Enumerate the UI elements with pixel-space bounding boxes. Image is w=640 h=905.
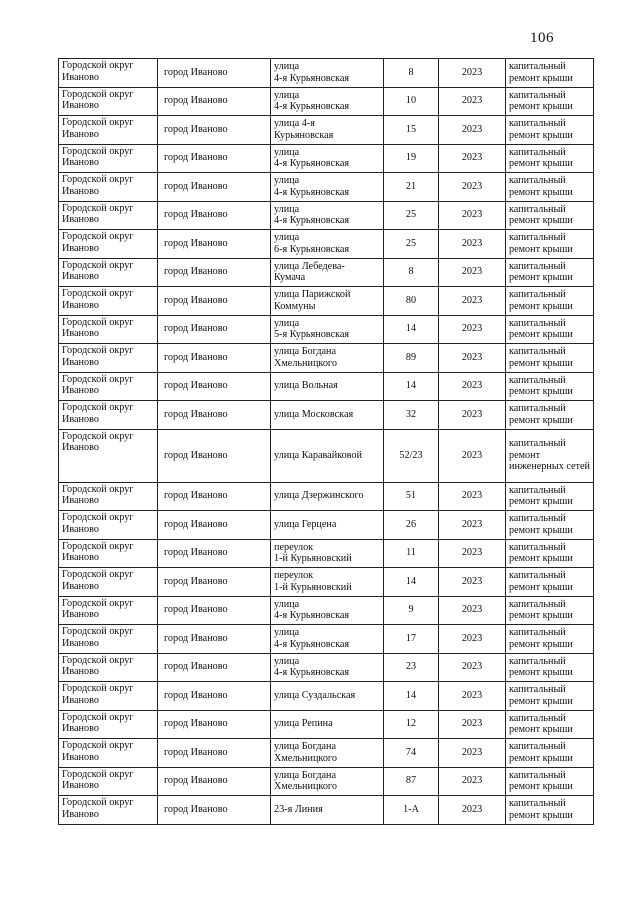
work-type-cell: капитальный ремонт крыши	[506, 653, 594, 682]
table-row	[59, 258, 594, 287]
district-cell: Городской округ Иваново	[59, 87, 158, 116]
house-number-cell: 15	[384, 116, 439, 145]
street-cell: улица 4-я Курьяновская	[271, 116, 384, 145]
house-number-cell: 9	[384, 596, 439, 625]
table-row	[59, 116, 594, 145]
street-cell: улица 4-я Курьяновская	[271, 625, 384, 654]
work-type-cell: капитальный ремонт инженерных сетей	[506, 429, 594, 482]
year-cell: 2023	[439, 315, 506, 344]
work-type-cell: капитальный ремонт крыши	[506, 568, 594, 597]
street-cell: улица 4-я Курьяновская	[271, 144, 384, 173]
table-row	[59, 287, 594, 316]
year-cell: 2023	[439, 287, 506, 316]
city-cell: город Иваново	[158, 539, 271, 568]
year-cell: 2023	[439, 87, 506, 116]
year-cell: 2023	[439, 201, 506, 230]
year-cell: 2023	[439, 344, 506, 373]
table-row	[59, 59, 594, 88]
work-type-cell: капитальный ремонт крыши	[506, 59, 594, 88]
table-row	[59, 144, 594, 173]
city-cell: город Иваново	[158, 511, 271, 540]
work-type-cell: капитальный ремонт крыши	[506, 201, 594, 230]
year-cell: 2023	[439, 767, 506, 796]
house-number-cell: 21	[384, 173, 439, 202]
year-cell: 2023	[439, 539, 506, 568]
work-type-cell: капитальный ремонт крыши	[506, 682, 594, 711]
city-cell: город Иваново	[158, 682, 271, 711]
year-cell: 2023	[439, 796, 506, 825]
registry-body	[59, 59, 594, 825]
district-cell: Городской округ Иваново	[59, 596, 158, 625]
district-cell: Городской округ Иваново	[59, 401, 158, 430]
district-cell: Городской округ Иваново	[59, 144, 158, 173]
street-cell: улица Московская	[271, 401, 384, 430]
street-cell: улица Герцена	[271, 511, 384, 540]
year-cell: 2023	[439, 625, 506, 654]
street-cell: улица Лебедева- Кумача	[271, 258, 384, 287]
district-cell: Городской округ Иваново	[59, 710, 158, 739]
district-cell: Городской округ Иваново	[59, 739, 158, 768]
city-cell: город Иваново	[158, 230, 271, 259]
house-number-cell: 14	[384, 372, 439, 401]
district-cell: Городской округ Иваново	[59, 796, 158, 825]
year-cell: 2023	[439, 710, 506, 739]
work-type-cell: капитальный ремонт крыши	[506, 796, 594, 825]
street-cell: улица Богдана Хмельницкого	[271, 739, 384, 768]
district-cell: Городской округ Иваново	[59, 315, 158, 344]
city-cell: город Иваново	[158, 625, 271, 654]
work-type-cell: капитальный ремонт крыши	[506, 511, 594, 540]
year-cell: 2023	[439, 653, 506, 682]
city-cell: город Иваново	[158, 59, 271, 88]
work-type-cell: капитальный ремонт крыши	[506, 372, 594, 401]
district-cell: Городской округ Иваново	[59, 230, 158, 259]
house-number-cell: 12	[384, 710, 439, 739]
district-cell: Городской округ Иваново	[59, 539, 158, 568]
street-cell: улица Суздальская	[271, 682, 384, 711]
work-type-cell: капитальный ремонт крыши	[506, 482, 594, 511]
street-cell: улица Каравайковой	[271, 429, 384, 482]
year-cell: 2023	[439, 173, 506, 202]
work-type-cell: капитальный ремонт крыши	[506, 258, 594, 287]
table-row	[59, 710, 594, 739]
table-row	[59, 87, 594, 116]
street-cell: улица 4-я Курьяновская	[271, 59, 384, 88]
street-cell: улица 6-я Курьяновская	[271, 230, 384, 259]
street-cell: улица 5-я Курьяновская	[271, 315, 384, 344]
city-cell: город Иваново	[158, 173, 271, 202]
city-cell: город Иваново	[158, 372, 271, 401]
street-cell: улица 4-я Курьяновская	[271, 173, 384, 202]
year-cell: 2023	[439, 482, 506, 511]
district-cell: Городской округ Иваново	[59, 258, 158, 287]
street-cell: улица 4-я Курьяновская	[271, 653, 384, 682]
city-cell: город Иваново	[158, 568, 271, 597]
page-number: 106	[530, 30, 554, 46]
house-number-cell: 32	[384, 401, 439, 430]
street-cell: улица Богдана Хмельницкого	[271, 767, 384, 796]
year-cell: 2023	[439, 372, 506, 401]
year-cell: 2023	[439, 682, 506, 711]
street-cell: переулок 1-й Курьяновский	[271, 568, 384, 597]
city-cell: город Иваново	[158, 739, 271, 768]
table-row	[59, 739, 594, 768]
city-cell: город Иваново	[158, 344, 271, 373]
district-cell: Городской округ Иваново	[59, 482, 158, 511]
city-cell: город Иваново	[158, 87, 271, 116]
house-number-cell: 52/23	[384, 429, 439, 482]
house-number-cell: 80	[384, 287, 439, 316]
house-number-cell: 25	[384, 230, 439, 259]
table-row	[59, 429, 594, 482]
work-type-cell: капитальный ремонт крыши	[506, 401, 594, 430]
house-number-cell: 19	[384, 144, 439, 173]
house-number-cell: 8	[384, 59, 439, 88]
street-cell: улица Репина	[271, 710, 384, 739]
house-number-cell: 25	[384, 201, 439, 230]
city-cell: город Иваново	[158, 653, 271, 682]
street-cell: 23-я Линия	[271, 796, 384, 825]
city-cell: город Иваново	[158, 482, 271, 511]
house-number-cell: 26	[384, 511, 439, 540]
table-row	[59, 539, 594, 568]
repair-registry-table	[58, 58, 594, 825]
table-row	[59, 201, 594, 230]
house-number-cell: 8	[384, 258, 439, 287]
year-cell: 2023	[439, 59, 506, 88]
work-type-cell: капитальный ремонт крыши	[506, 230, 594, 259]
district-cell: Городской округ Иваново	[59, 116, 158, 145]
year-cell: 2023	[439, 258, 506, 287]
table-row	[59, 568, 594, 597]
city-cell: город Иваново	[158, 596, 271, 625]
table-row	[59, 625, 594, 654]
district-cell: Городской округ Иваново	[59, 201, 158, 230]
district-cell: Городской округ Иваново	[59, 682, 158, 711]
city-cell: город Иваново	[158, 710, 271, 739]
house-number-cell: 89	[384, 344, 439, 373]
street-cell: улица Вольная	[271, 372, 384, 401]
district-cell: Городской округ Иваново	[59, 625, 158, 654]
city-cell: город Иваново	[158, 796, 271, 825]
year-cell: 2023	[439, 568, 506, 597]
district-cell: Городской округ Иваново	[59, 59, 158, 88]
house-number-cell: 23	[384, 653, 439, 682]
street-cell: улица 4-я Курьяновская	[271, 87, 384, 116]
year-cell: 2023	[439, 230, 506, 259]
city-cell: город Иваново	[158, 258, 271, 287]
street-cell: улица Богдана Хмельницкого	[271, 344, 384, 373]
street-cell: улица 4-я Курьяновская	[271, 201, 384, 230]
table-row	[59, 767, 594, 796]
work-type-cell: капитальный ремонт крыши	[506, 144, 594, 173]
year-cell: 2023	[439, 144, 506, 173]
city-cell: город Иваново	[158, 429, 271, 482]
district-cell: Городской округ Иваново	[59, 568, 158, 597]
district-cell: Городской округ Иваново	[59, 372, 158, 401]
street-cell: переулок 1-й Курьяновский	[271, 539, 384, 568]
house-number-cell: 14	[384, 315, 439, 344]
work-type-cell: капитальный ремонт крыши	[506, 710, 594, 739]
year-cell: 2023	[439, 429, 506, 482]
work-type-cell: капитальный ремонт крыши	[506, 87, 594, 116]
table-row	[59, 511, 594, 540]
year-cell: 2023	[439, 401, 506, 430]
table-row	[59, 230, 594, 259]
street-cell: улица Дзержинского	[271, 482, 384, 511]
city-cell: город Иваново	[158, 315, 271, 344]
table-row	[59, 344, 594, 373]
table-row	[59, 372, 594, 401]
year-cell: 2023	[439, 116, 506, 145]
house-number-cell: 14	[384, 682, 439, 711]
house-number-cell: 87	[384, 767, 439, 796]
table-row	[59, 315, 594, 344]
table-row	[59, 401, 594, 430]
city-cell: город Иваново	[158, 201, 271, 230]
district-cell: Городской округ Иваново	[59, 511, 158, 540]
work-type-cell: капитальный ремонт крыши	[506, 739, 594, 768]
year-cell: 2023	[439, 596, 506, 625]
house-number-cell: 14	[384, 568, 439, 597]
house-number-cell: 51	[384, 482, 439, 511]
table-row	[59, 596, 594, 625]
district-cell: Городской округ Иваново	[59, 287, 158, 316]
district-cell: Городской округ Иваново	[59, 653, 158, 682]
work-type-cell: капитальный ремонт крыши	[506, 287, 594, 316]
table-row	[59, 682, 594, 711]
street-cell: улица Парижской Коммуны	[271, 287, 384, 316]
work-type-cell: капитальный ремонт крыши	[506, 767, 594, 796]
table-row	[59, 796, 594, 825]
table-row	[59, 173, 594, 202]
work-type-cell: капитальный ремонт крыши	[506, 596, 594, 625]
district-cell: Городской округ Иваново	[59, 429, 158, 482]
house-number-cell: 11	[384, 539, 439, 568]
house-number-cell: 17	[384, 625, 439, 654]
work-type-cell: капитальный ремонт крыши	[506, 315, 594, 344]
city-cell: город Иваново	[158, 144, 271, 173]
house-number-cell: 74	[384, 739, 439, 768]
district-cell: Городской округ Иваново	[59, 344, 158, 373]
table-row	[59, 482, 594, 511]
work-type-cell: капитальный ремонт крыши	[506, 116, 594, 145]
city-cell: город Иваново	[158, 287, 271, 316]
work-type-cell: капитальный ремонт крыши	[506, 344, 594, 373]
district-cell: Городской округ Иваново	[59, 767, 158, 796]
work-type-cell: капитальный ремонт крыши	[506, 173, 594, 202]
city-cell: город Иваново	[158, 767, 271, 796]
city-cell: город Иваново	[158, 116, 271, 145]
year-cell: 2023	[439, 739, 506, 768]
work-type-cell: капитальный ремонт крыши	[506, 625, 594, 654]
work-type-cell: капитальный ремонт крыши	[506, 539, 594, 568]
year-cell: 2023	[439, 511, 506, 540]
house-number-cell: 1-А	[384, 796, 439, 825]
table-row	[59, 653, 594, 682]
street-cell: улица 4-я Курьяновская	[271, 596, 384, 625]
house-number-cell: 10	[384, 87, 439, 116]
city-cell: город Иваново	[158, 401, 271, 430]
district-cell: Городской округ Иваново	[59, 173, 158, 202]
